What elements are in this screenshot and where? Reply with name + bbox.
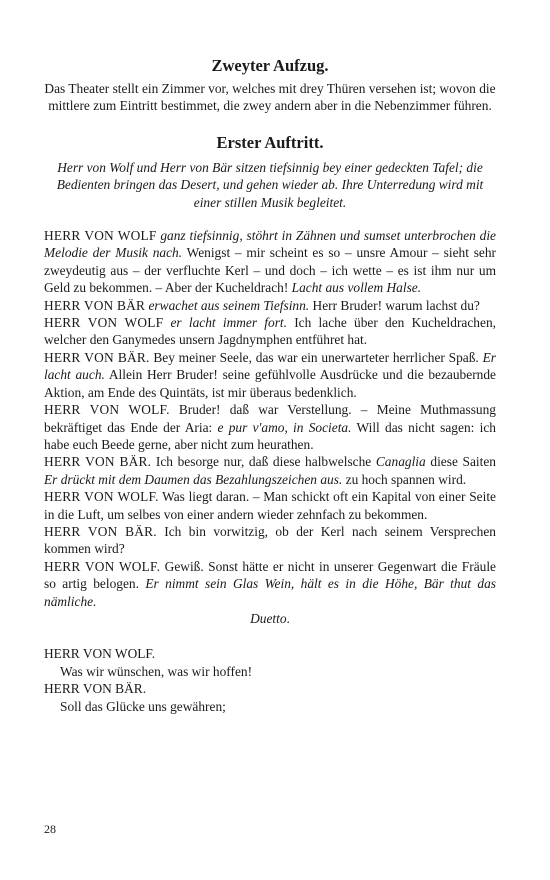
- stage-direction: ganz tiefsinnig, stöhrt in Zähnen und sumset unterbrochen die Melodie der Musik nach.: [44, 228, 496, 261]
- act-stage-direction: Das Theater stellt ein Zimmer vor, welches mit drey Thüren versehen ist; wovon die mittlere zum Eintritt bestimmet, die zwey andern aber in die Nebenzimmer führen.: [44, 81, 496, 114]
- speaker-name: HERR VON BÄR: [44, 297, 146, 313]
- speaker-name: HERR VON BÄR.: [44, 454, 152, 470]
- quoted-aria: e pur v'amo, in Societa.: [217, 419, 352, 435]
- scene-stage-direction: Herr von Wolf und Herr von Bär sitzen tiefsinnig bey einer gedeckten Tafel; die Bedienten bringen das Desert, und gehen wieder ab. Ihre Unterredung wird mit einer stillen Musik begleitet.: [56, 159, 484, 210]
- stage-direction: Er nimmt sein Glas Wein, hält es in die Höhe, Bär thut das nämliche.: [44, 576, 496, 609]
- speech-text: Allein Herr Bruder! seine gefühlvolle Ausdrücke und die bezaubernde Aktion, am Ende des Quintäts, ist mir überaus bedenklich.: [44, 367, 496, 400]
- stage-direction: Er drückt mit dem Daumen das Bezahlungszeichen aus.: [44, 471, 343, 487]
- speaker-name: HERR VON WOLF.: [44, 489, 159, 505]
- speech-text: Bey meiner Seele, das war ein unerwarteter herrlicher Spaß.: [149, 349, 483, 365]
- speaker-name: HERR VON BÄR.: [44, 349, 150, 365]
- speech-text: Ich besorge nur, daß diese halbwelsche: [151, 454, 376, 470]
- stage-direction: er lacht immer fort.: [170, 315, 287, 331]
- speaker-name: HERR VON WOLF: [44, 315, 164, 331]
- stage-direction: Er lacht auch.: [44, 349, 496, 383]
- verse-speaker: HERR VON BÄR.: [44, 681, 147, 697]
- foreign-word: Canaglia: [375, 454, 426, 470]
- page-number: 28: [44, 822, 56, 836]
- speech: [44, 453, 496, 488]
- speech: [44, 523, 496, 558]
- speech-text: Bruder! daß war Verstellung. – Meine Muthmassung bekräftiget das Ende der Aria:: [44, 402, 496, 435]
- speech: [44, 227, 496, 297]
- duetto-heading: [44, 610, 496, 627]
- speech-text: Ich lache über den Kucheldrachen, welcher den Ganymedes unsern Jagdnymphen entführet hat.: [44, 315, 496, 348]
- speech-text: Wenigst – mir scheint es so – unsre Amour – sieht sehr zweydeutig aus – der verfluchte Kerl – und doch – ich wette – es ist ihm nur um Geld zu bekommen. – Aber der Kucheldrach!: [44, 245, 496, 296]
- speech: [44, 314, 496, 349]
- page-body: [44, 56, 496, 715]
- speech-text: Gewiß. Sonst hätte er nicht in unserer Gegenwart die Fräule so artig belogen.: [44, 558, 496, 592]
- speech-text: diese Saiten: [425, 454, 496, 470]
- speech-text: zu hoch spannen wird.: [342, 471, 467, 487]
- speech: [44, 401, 496, 453]
- scene-title: Erster Auftritt.: [216, 132, 324, 152]
- verse-speaker: HERR VON WOLF.: [44, 646, 156, 662]
- speaker-name: HERR VON WOLF.: [44, 402, 170, 418]
- speaker-name: HERR VON BÄR.: [44, 523, 157, 539]
- speech: [44, 297, 496, 314]
- duetto-period: .: [286, 610, 290, 626]
- stage-direction: erwachet aus seinem Tiefsinn.: [148, 297, 310, 313]
- act-title: Zweyter Aufzug.: [211, 56, 329, 75]
- speaker-name: HERR VON WOLF.: [44, 558, 161, 574]
- speech: [44, 488, 496, 523]
- speech-text: Was liegt daran. – Man schickt oft ein Kapital von einer Seite in die Luft, um selbes von einer andern wieder zehnfach zu bekommen.: [44, 489, 496, 522]
- verse-line: Soll das Glücke uns gewähren;: [60, 698, 226, 714]
- speaker-name: HERR VON WOLF: [44, 228, 157, 244]
- duetto-label: Duetto: [250, 610, 287, 626]
- speech-text: Herr Bruder! warum lachst du?: [309, 297, 480, 313]
- speech: [44, 349, 496, 401]
- verse-line: Was wir wünschen, was wir hoffen!: [60, 663, 253, 679]
- speech: [44, 558, 496, 610]
- speech-text: Ich bin vorwitzig, ob der Kerl nach seinem Versprechen kommen wird?: [44, 523, 496, 557]
- speech-text: Will das nicht sagen: ich habe euch Beede gerne, aber nicht zum heurathen.: [44, 419, 496, 452]
- stage-direction: Lacht aus vollem Halse.: [291, 280, 422, 296]
